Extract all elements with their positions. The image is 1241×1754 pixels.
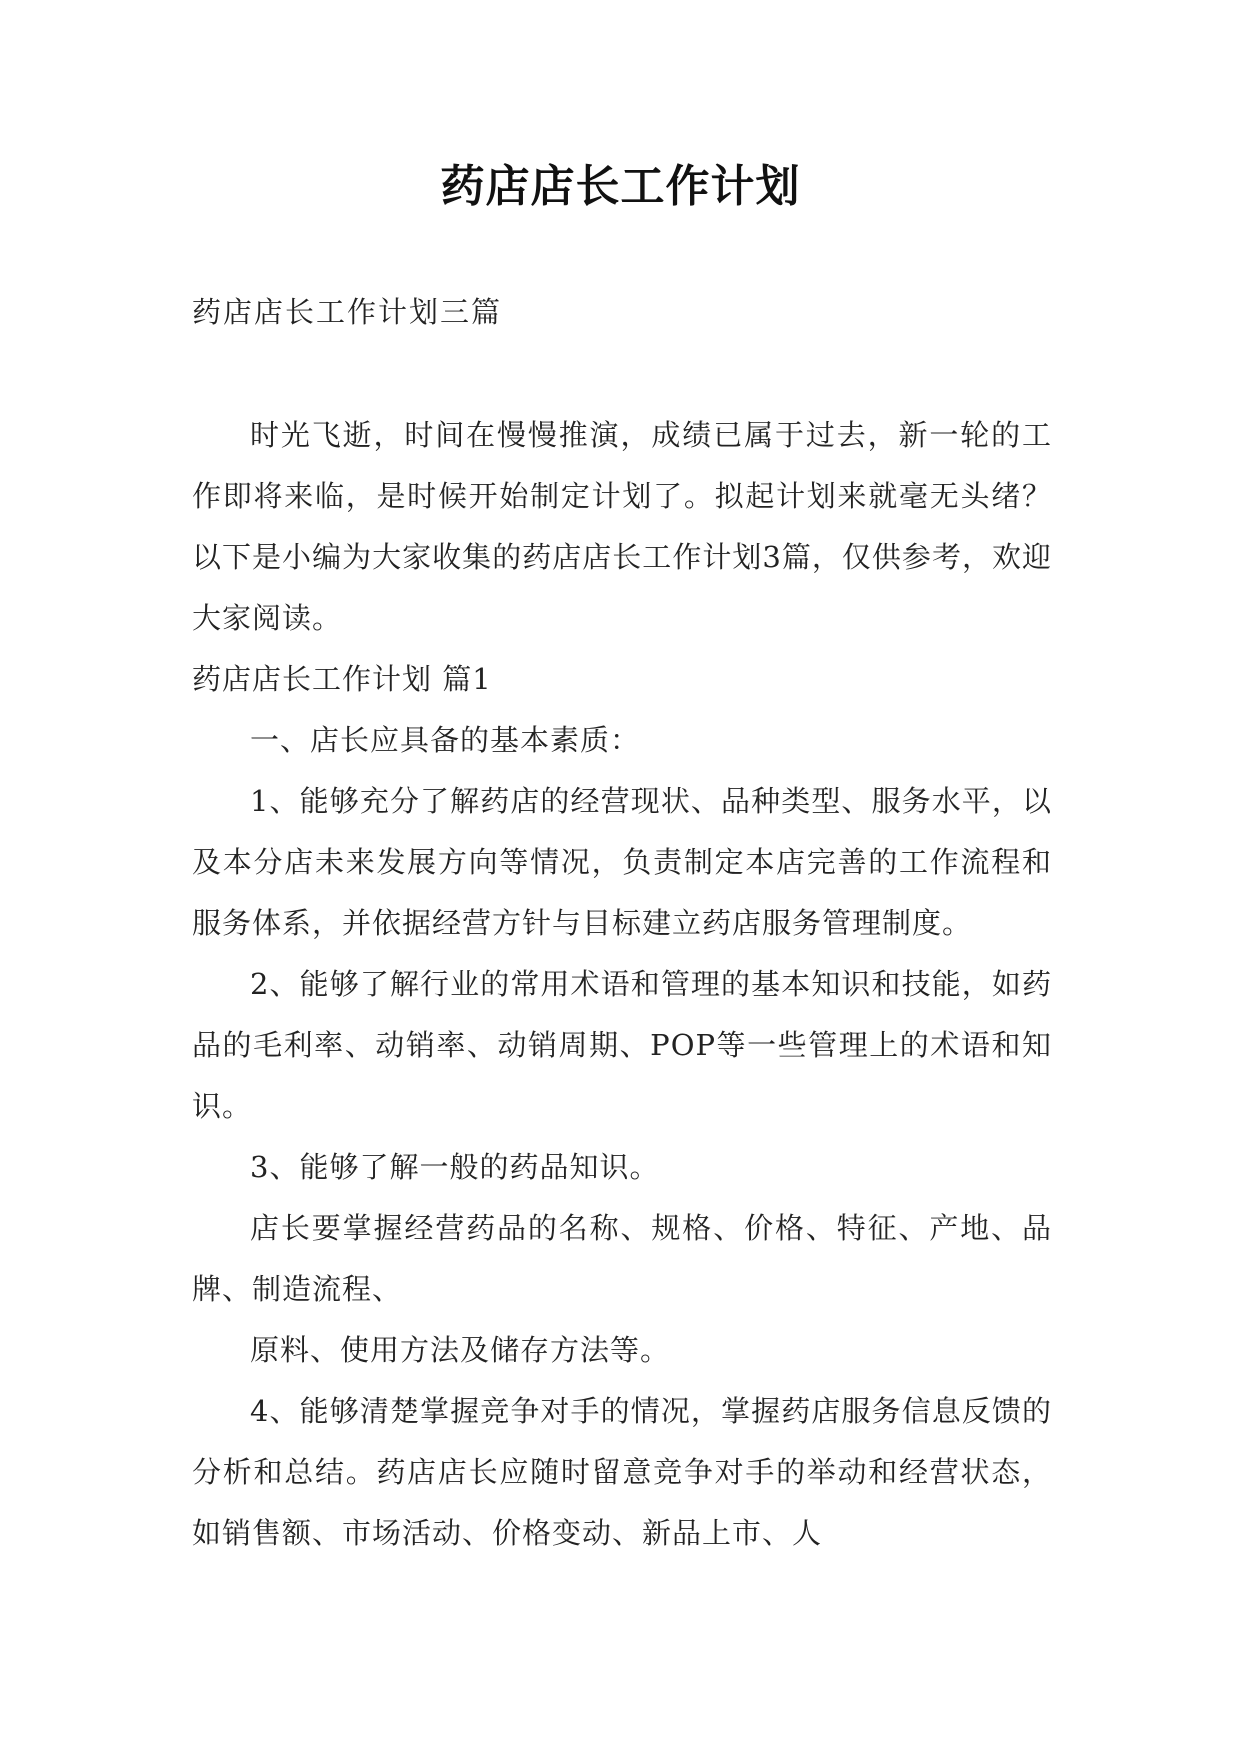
body-paragraph: 店长要掌握经营药品的名称、规格、价格、特征、产地、品牌、制造流程、 xyxy=(192,1211,1052,1306)
document-title: 药店店长工作计划 xyxy=(440,161,801,212)
subsection-heading: 一、店长应具备的基本素质： xyxy=(250,723,641,757)
body-paragraph: 1、能够充分了解药店的经营现状、品种类型、服务水平，以及本分店未来发展方向等情况，负责制定本店完善的工作流程和服务体系，并依据经营方针与目标建立药店服务管理制度。 xyxy=(192,784,1052,940)
document-body xyxy=(192,405,1052,1564)
body-paragraph: 2、能够了解行业的常用术语和管理的基本知识和技能，如药品的毛利率、动销率、动销周期、POP等一些管理上的术语和知识。 xyxy=(192,967,1052,1123)
body-paragraph: 原料、使用方法及储存方法等。 xyxy=(250,1333,671,1367)
intro-paragraph: 时光飞逝，时间在慢慢推演，成绩已属于过去，新一轮的工作即将来临，是时候开始制定计划了。拟起计划来就毫无头绪？以下是小编为大家收集的药店店长工作计划3篇，仅供参考，欢迎大家阅读。 xyxy=(192,418,1052,635)
body-paragraph: 4、能够清楚掌握竞争对手的情况，掌握药店服务信息反馈的分析和总结。药店店长应随时留意竞争对手的举动和经营状态，如销售额、市场活动、价格变动、新品上市、人 xyxy=(192,1394,1052,1550)
section-heading: 药店店长工作计划 篇1 xyxy=(192,662,492,696)
body-paragraph: 3、能够了解一般的药品知识。 xyxy=(250,1150,660,1184)
document-subtitle: 药店店长工作计划三篇 xyxy=(192,295,503,329)
